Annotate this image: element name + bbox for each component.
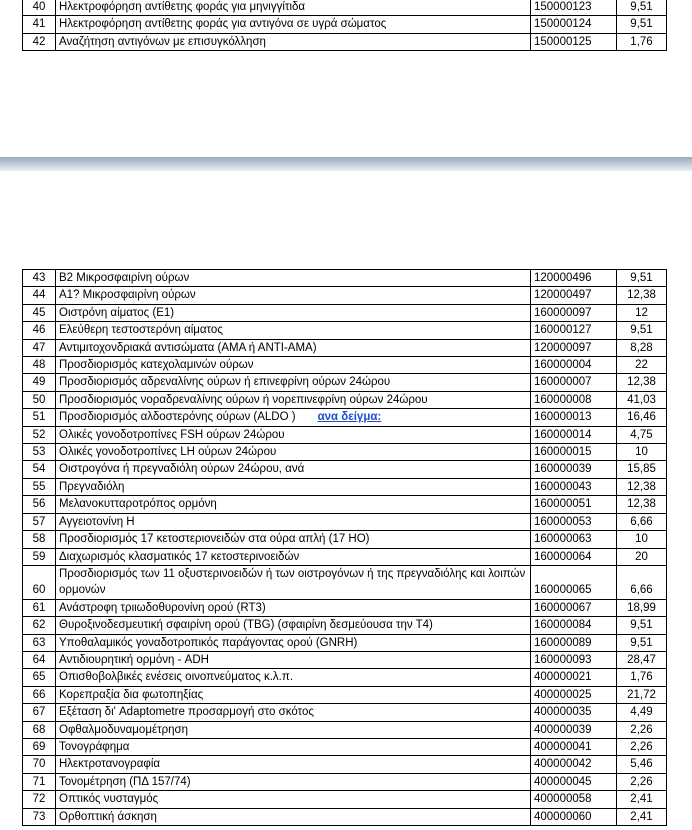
description-text: Προσδιορισμός κατεχολαμινών ούρων: [59, 359, 254, 372]
row-number: 60: [23, 565, 56, 599]
description-text: Αναζήτηση αντιγόνων με επισυγκόλληση: [59, 35, 266, 48]
description-text: Ολικές γονοδοτροπίνες LH ούρων 24ώρου: [59, 446, 277, 459]
row-price: 12,38: [617, 496, 667, 513]
table-row: [23, 651, 667, 668]
row-code: 400000021: [531, 669, 617, 686]
row-description: [56, 808, 531, 825]
description-text: Προσδιορισμός νοραδρεναλίνης ούρων ή νορεπινεφρίνη ούρων 24ώρου: [59, 393, 428, 406]
row-code: 400000045: [531, 773, 617, 790]
table-row: [23, 33, 667, 50]
row-number: 73: [23, 808, 56, 825]
row-number: 57: [23, 513, 56, 530]
row-number: 48: [23, 357, 56, 374]
description-text: Οιστρόνη αίματος (Ε1): [59, 306, 175, 319]
row-price: 12,38: [617, 478, 667, 495]
row-description: [56, 409, 531, 426]
row-code: 400000025: [531, 686, 617, 703]
row-price: 4,75: [617, 426, 667, 443]
description-text: Εξέταση δι' Adaptometre προσαρμογή στο σκότος: [59, 706, 314, 719]
row-number: 59: [23, 548, 56, 565]
description-text: Τονομέτρηση (ΠΔ 157/74): [59, 775, 191, 788]
row-description: [56, 756, 531, 773]
table-row: [23, 686, 667, 703]
row-code: 160000053: [531, 513, 617, 530]
row-code: 160000007: [531, 374, 617, 391]
description-text: Ηλεκτροφόρηση αντίθετης φοράς για μηνιγγίτιδα: [59, 1, 306, 13]
row-code: 150000123: [531, 0, 617, 16]
description-text: Αγγειοτονίνη Η: [59, 515, 135, 528]
row-number: 62: [23, 617, 56, 634]
row-price: 2,41: [617, 791, 667, 808]
row-description: [56, 478, 531, 495]
row-number: 69: [23, 738, 56, 755]
description-text: Ελεύθερη τεστοστερόνη αίματος: [59, 324, 223, 337]
row-code: 120000097: [531, 339, 617, 356]
table-row: [23, 444, 667, 461]
row-price: 10: [617, 531, 667, 548]
row-number: 65: [23, 669, 56, 686]
row-code: 160000127: [531, 322, 617, 339]
row-price: 12: [617, 304, 667, 321]
page-break-bar: [0, 157, 692, 171]
row-price: 41,03: [617, 391, 667, 408]
row-code: 160000064: [531, 548, 617, 565]
row-number: 47: [23, 339, 56, 356]
row-description: [56, 704, 531, 721]
row-price: 9,51: [617, 322, 667, 339]
row-price: 20: [617, 548, 667, 565]
row-description: [56, 270, 531, 287]
row-code: 160000067: [531, 599, 617, 616]
row-number: 61: [23, 599, 56, 616]
row-code: 160000015: [531, 444, 617, 461]
row-number: 50: [23, 391, 56, 408]
row-price: 12,38: [617, 287, 667, 304]
description-text: Προσδιορισμός των 11 οξυστερινοειδών ή των οιστρογόνων ή της πρεγναδιόλης και λοιπών ορμονών: [59, 567, 526, 597]
row-code: 400000039: [531, 721, 617, 738]
row-code: 160000063: [531, 531, 617, 548]
row-description: [56, 426, 531, 443]
row-number: 41: [23, 16, 56, 33]
row-code: 160000093: [531, 651, 617, 668]
row-price: 6,66: [617, 565, 667, 599]
row-number: 53: [23, 444, 56, 461]
description-text: Διαχωρισμός κλασματικός 17 κετοστερινοειδών: [59, 550, 300, 563]
table-row: [23, 565, 667, 599]
row-number: 70: [23, 756, 56, 773]
row-code: 120000497: [531, 287, 617, 304]
row-code: 160000043: [531, 478, 617, 495]
row-price: 21,72: [617, 686, 667, 703]
row-code: 400000058: [531, 791, 617, 808]
row-number: 40: [23, 0, 56, 16]
description-text: Θυροξινοδεσμευτική σφαιρίνη ορού (TBG) (σφαιρίνη δεσμεύουσα την Τ4): [59, 619, 433, 632]
row-number: 66: [23, 686, 56, 703]
row-number: 55: [23, 478, 56, 495]
row-description: [56, 461, 531, 478]
table-row: [23, 617, 667, 634]
row-code: 160000039: [531, 461, 617, 478]
description-text: Ηλεκτροφόρηση αντίθετης φοράς για αντιγόνα σε υγρά σώματος: [59, 18, 387, 31]
row-description: [56, 738, 531, 755]
table-row: [23, 16, 667, 33]
row-code: 160000004: [531, 357, 617, 374]
row-number: 58: [23, 531, 56, 548]
row-number: 46: [23, 322, 56, 339]
per-sample-link[interactable]: ανα δείγμα:: [317, 411, 382, 424]
fee-table-top: [22, 0, 667, 51]
row-description: [56, 599, 531, 616]
row-description: [56, 651, 531, 668]
row-price: 4,49: [617, 704, 667, 721]
table-row: [23, 756, 667, 773]
row-description: [56, 634, 531, 651]
row-description: [56, 374, 531, 391]
row-price: 1,76: [617, 669, 667, 686]
description-text: Προσδιορισμός 17 κετοστεριονειδών στα ούρα απλή (17 ΗΟ): [59, 533, 370, 546]
table-row: [23, 426, 667, 443]
table-row: [23, 738, 667, 755]
row-description: [56, 391, 531, 408]
row-code: 400000041: [531, 738, 617, 755]
row-price: 6,66: [617, 513, 667, 530]
row-description: [56, 357, 531, 374]
description-text: Πρεγναδιόλη: [59, 480, 125, 493]
row-description: [56, 531, 531, 548]
description-text: Ολικές γονοδοτροπίνες FSH ούρων 24ώρου: [59, 428, 285, 441]
row-code: 160000084: [531, 617, 617, 634]
row-number: 67: [23, 704, 56, 721]
table-row: [23, 270, 667, 287]
description-text: Τονογράφημα: [59, 740, 130, 753]
row-price: 5,46: [617, 756, 667, 773]
table-row: [23, 287, 667, 304]
row-number: 43: [23, 270, 56, 287]
description-text: Οιστρογόνα ή πρεγναδιόλη ούρων 24ώρου, ανά: [59, 463, 305, 476]
row-description: [56, 33, 531, 50]
row-price: 12,38: [617, 374, 667, 391]
table-row: [23, 808, 667, 825]
row-price: 9,51: [617, 617, 667, 634]
description-text: Αντιδιουρητική ορμόνη - ADH: [59, 653, 209, 666]
row-description: [56, 16, 531, 33]
row-number: 72: [23, 791, 56, 808]
description-text: Οπισθοβολβικές ενέσεις οινοπνεύματος κ.λ.π.: [59, 671, 294, 684]
description-text: Προσδιορισμός αδρεναλίνης ούρων ή επινεφρίνη ούρων 24ώρου: [59, 376, 391, 389]
row-description: [56, 444, 531, 461]
table-row: [23, 721, 667, 738]
row-number: 68: [23, 721, 56, 738]
row-price: 28,47: [617, 651, 667, 668]
description-text: Ηλεκτροτανογραφία: [59, 758, 161, 771]
row-price: 8,28: [617, 339, 667, 356]
row-description: [56, 773, 531, 790]
description-text: Ανάστροφη τριιωδοθυρονίνη ορού (RT3): [59, 601, 266, 614]
description-text: Οπτικός νυσταγμός: [59, 793, 159, 806]
row-price: 9,51: [617, 270, 667, 287]
table-row: [23, 531, 667, 548]
row-number: 52: [23, 426, 56, 443]
row-code: 150000125: [531, 33, 617, 50]
row-code: 160000089: [531, 634, 617, 651]
row-code: 120000496: [531, 270, 617, 287]
row-price: 9,51: [617, 0, 667, 16]
table-row: [23, 496, 667, 513]
table-row: [23, 339, 667, 356]
row-price: 2,26: [617, 721, 667, 738]
description-text: Α1? Μικροσφαιρίνη ούρων: [59, 289, 196, 302]
table-row: [23, 461, 667, 478]
table-row: [23, 374, 667, 391]
row-number: 56: [23, 496, 56, 513]
row-description: [56, 686, 531, 703]
table-row: [23, 773, 667, 790]
row-description: [56, 791, 531, 808]
row-description: [56, 565, 531, 599]
table-row: [23, 634, 667, 651]
row-description: [56, 496, 531, 513]
row-price: 18,99: [617, 599, 667, 616]
description-text: Υποθαλαμικός γοναδοτροπικός παράγοντας ορού (GNRH): [59, 636, 358, 649]
table-row: [23, 391, 667, 408]
row-description: [56, 339, 531, 356]
table-row: [23, 478, 667, 495]
table-row: [23, 704, 667, 721]
row-price: 9,51: [617, 16, 667, 33]
row-code: 400000042: [531, 756, 617, 773]
row-code: 160000051: [531, 496, 617, 513]
row-code: 160000065: [531, 565, 617, 599]
row-number: 51: [23, 409, 56, 426]
table-row: [23, 548, 667, 565]
row-code: 160000013: [531, 409, 617, 426]
row-number: 63: [23, 634, 56, 651]
row-description: [56, 617, 531, 634]
table-row: [23, 669, 667, 686]
row-description: [56, 721, 531, 738]
table-row: [23, 599, 667, 616]
row-description: [56, 287, 531, 304]
row-price: 2,26: [617, 773, 667, 790]
row-number: 64: [23, 651, 56, 668]
description-text: Κορεπραξία δια φωτοπηξίας: [59, 688, 204, 701]
row-price: 15,85: [617, 461, 667, 478]
row-price: 2,41: [617, 808, 667, 825]
row-description: [56, 669, 531, 686]
table-row: [23, 409, 667, 426]
row-number: 54: [23, 461, 56, 478]
row-price: 9,51: [617, 634, 667, 651]
row-code: 400000060: [531, 808, 617, 825]
row-code: 160000097: [531, 304, 617, 321]
description-text: Προσδιορισμός αλδοστερόνης ούρων (ALDO ): [59, 411, 296, 424]
row-price: 10: [617, 444, 667, 461]
row-number: 44: [23, 287, 56, 304]
row-description: [56, 513, 531, 530]
table-row: [23, 791, 667, 808]
row-number: 42: [23, 33, 56, 50]
description-text: Οφθαλμοδυναμομέτρηση: [59, 723, 189, 736]
row-code: 150000124: [531, 16, 617, 33]
row-number: 45: [23, 304, 56, 321]
row-code: 160000008: [531, 391, 617, 408]
row-price: 22: [617, 357, 667, 374]
row-code: 400000035: [531, 704, 617, 721]
row-price: 1,76: [617, 33, 667, 50]
row-number: 49: [23, 374, 56, 391]
fee-table-main: [22, 269, 667, 826]
description-text: Μελανοκυτταροτρόπος ορμόνη: [59, 498, 217, 511]
table-row: [23, 513, 667, 530]
row-description: [56, 322, 531, 339]
row-code: 160000014: [531, 426, 617, 443]
row-description: [56, 0, 531, 16]
row-number: 71: [23, 773, 56, 790]
description-text: Ορθοπτική άσκηση: [59, 810, 157, 823]
row-price: 2,26: [617, 738, 667, 755]
row-description: [56, 304, 531, 321]
row-price: 16,46: [617, 409, 667, 426]
table-row: [23, 304, 667, 321]
table-row: [23, 0, 667, 16]
description-text: Β2 Μικροσφαιρίνη ούρων: [59, 272, 190, 284]
description-text: Αντιμιτοχονδριακά αντισώματα (ΑΜΑ ή ΑΝΤΙ-ΑΜΑ): [59, 341, 317, 354]
table-row: [23, 322, 667, 339]
row-description: [56, 548, 531, 565]
table-row: [23, 357, 667, 374]
